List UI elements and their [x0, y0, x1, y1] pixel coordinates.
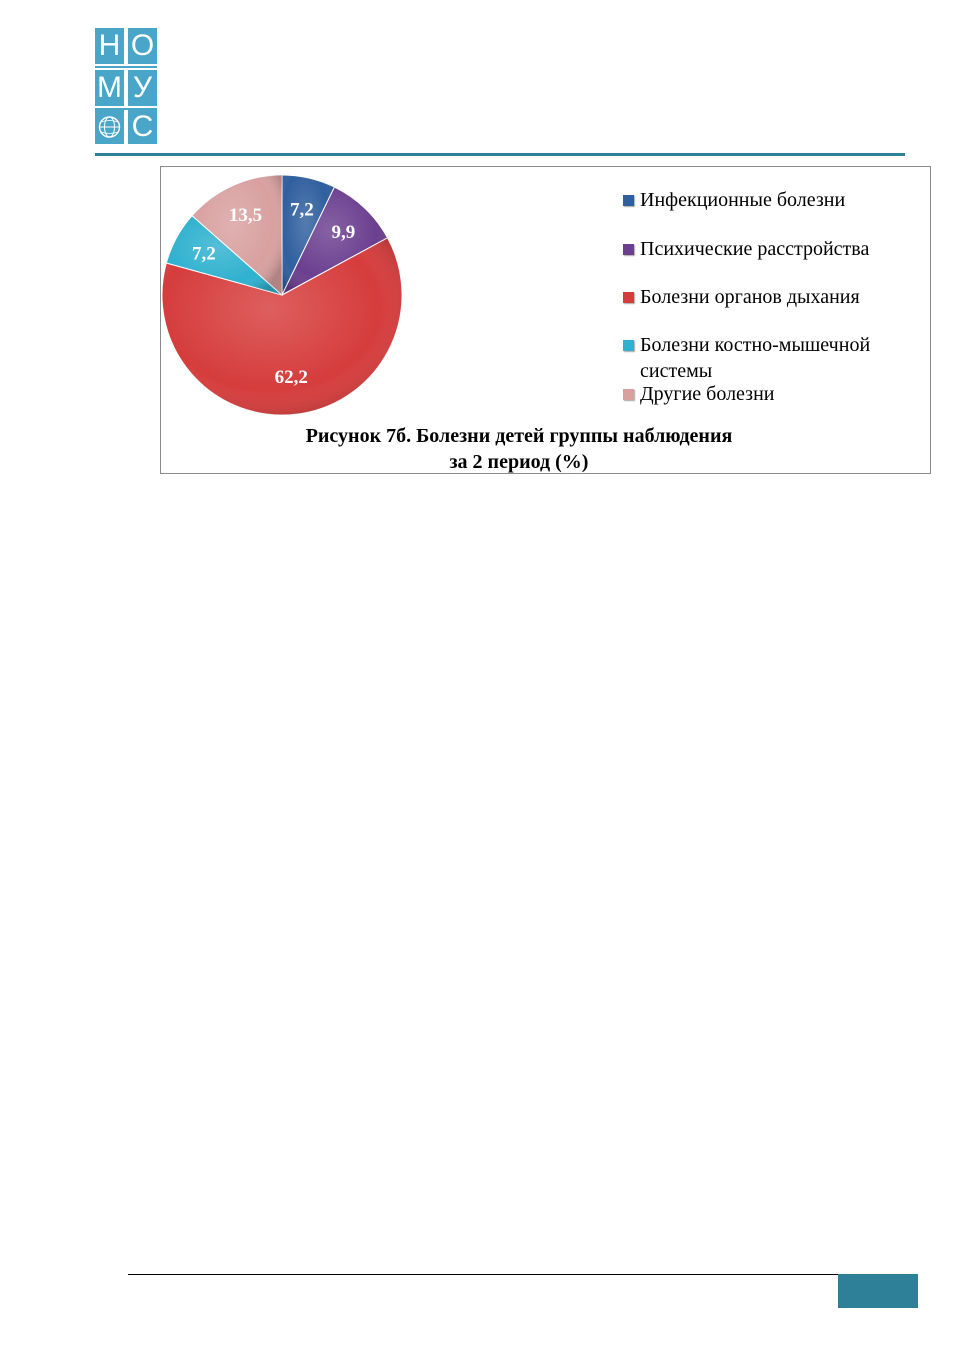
- page-number-block: [838, 1274, 918, 1308]
- legend-marker: [623, 292, 634, 303]
- chart-subtitle: за 2 период (%): [449, 451, 589, 473]
- legend-label: Инфекционные болезни: [640, 189, 846, 211]
- legend-label: Другие болезни: [640, 383, 775, 405]
- chart-title: Рисунок 7б. Болезни детей группы наблюдения: [305, 425, 733, 447]
- legend-marker: [623, 244, 634, 255]
- nomus-logo: [95, 28, 157, 144]
- legend-label: Психические расстройства: [640, 238, 870, 260]
- legend-marker: [623, 195, 634, 206]
- legend-label: Болезни костно-мышечной системы: [640, 334, 871, 382]
- globe-seal-icon: [95, 110, 124, 144]
- logo-letter: У: [128, 70, 157, 106]
- logo-letter: С: [128, 110, 157, 144]
- pie-chart-figure: [160, 166, 931, 474]
- slice-value-label: 62,2: [274, 367, 308, 389]
- slice-value-label: 7,2: [290, 199, 314, 221]
- pie-chart: [161, 167, 461, 423]
- slice-value-label: 7,2: [192, 243, 216, 265]
- logo-letter: Н: [95, 28, 124, 64]
- chart-caption: [161, 423, 877, 475]
- legend-marker: [623, 389, 634, 400]
- slice-value-label: 13,5: [228, 205, 263, 227]
- logo-divider: [95, 66, 157, 68]
- logo-letter: М: [97, 71, 122, 104]
- logo-letter: О: [128, 28, 157, 64]
- legend-marker: [623, 340, 634, 351]
- legend-label: Болезни органов дыхания: [640, 286, 860, 308]
- slice-value-label: 9,9: [331, 221, 356, 243]
- header-divider: [95, 153, 905, 156]
- footer-divider: [128, 1274, 840, 1275]
